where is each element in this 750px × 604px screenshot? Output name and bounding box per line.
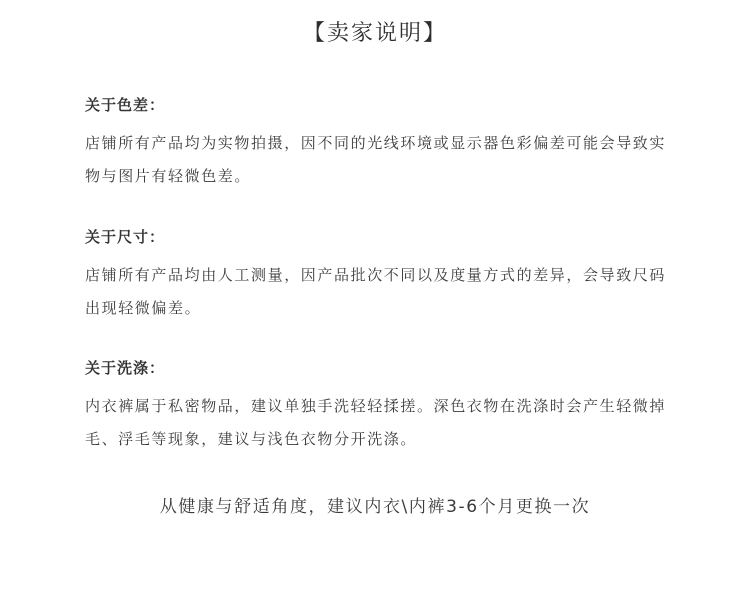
section-body: 店铺所有产品均由人工测量，因产品批次不同以及度量方式的差异，会导致尺码出现轻微偏差。 — [85, 266, 667, 317]
section-size — [85, 226, 675, 325]
section-heading: 关于尺寸： — [85, 228, 166, 246]
replacement-advice: 从健康与舒适角度，建议内衣\内裤3-6个月更换一次 — [159, 497, 591, 517]
section-color-difference — [85, 94, 675, 193]
page-title: 【卖家说明】 — [302, 21, 447, 46]
section-heading: 关于洗涤： — [85, 359, 166, 377]
section-washing — [85, 357, 675, 456]
section-body: 内衣裤属于私密物品，建议单独手洗轻轻揉搓。深色衣物在洗涤时会产生轻微掉毛、浮毛等现象，建议与浅色衣物分开洗涤。 — [85, 397, 667, 448]
section-heading: 关于色差： — [85, 96, 166, 114]
section-body: 店铺所有产品均为实物拍摄，因不同的光线环境或显示器色彩偏差可能会导致实物与图片有轻微色差。 — [85, 134, 667, 185]
